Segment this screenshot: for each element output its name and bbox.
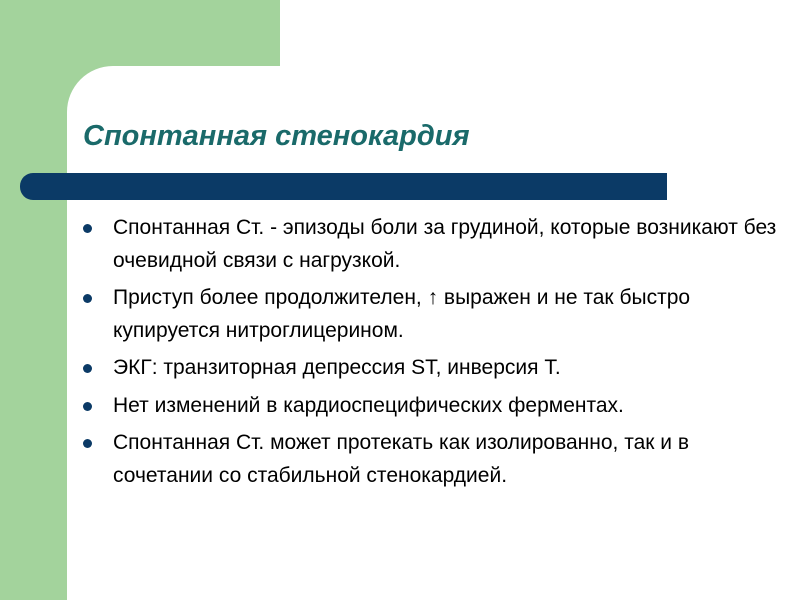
bullet-dot-icon	[83, 402, 92, 411]
bullet-text: Спонтанная Ст. - эпизоды боли за грудиной, которые возникают без очевидной связи с нагрузкой.	[113, 216, 777, 272]
bullet-text: ЭКГ: транзиторная депрессия ST, инверсия Т.	[113, 356, 561, 379]
bullet-text: Приступ более продолжителен, ↑ выражен и не так быстро купируется нитроглицерином.	[113, 286, 691, 342]
bullet-item	[80, 390, 780, 423]
bullet-dot-icon	[83, 224, 92, 233]
bullet-dot-icon	[83, 439, 92, 448]
slide-title: Спонтанная стенокардия	[83, 120, 470, 152]
bullet-dot-icon	[83, 364, 92, 373]
title-underline-bar	[20, 173, 667, 200]
bullet-list	[80, 212, 780, 497]
bullet-text: Нет изменений в кардиоспецифических ферментах.	[113, 393, 624, 417]
bullet-item	[80, 352, 780, 385]
bullet-item	[80, 212, 780, 277]
bullet-item	[80, 427, 780, 492]
bullet-item	[80, 282, 780, 347]
bullet-dot-icon	[83, 294, 92, 303]
bullet-text: Спонтанная Ст. может протекать как изолированно, так и в сочетании со стабильной стенокардией.	[113, 431, 690, 487]
